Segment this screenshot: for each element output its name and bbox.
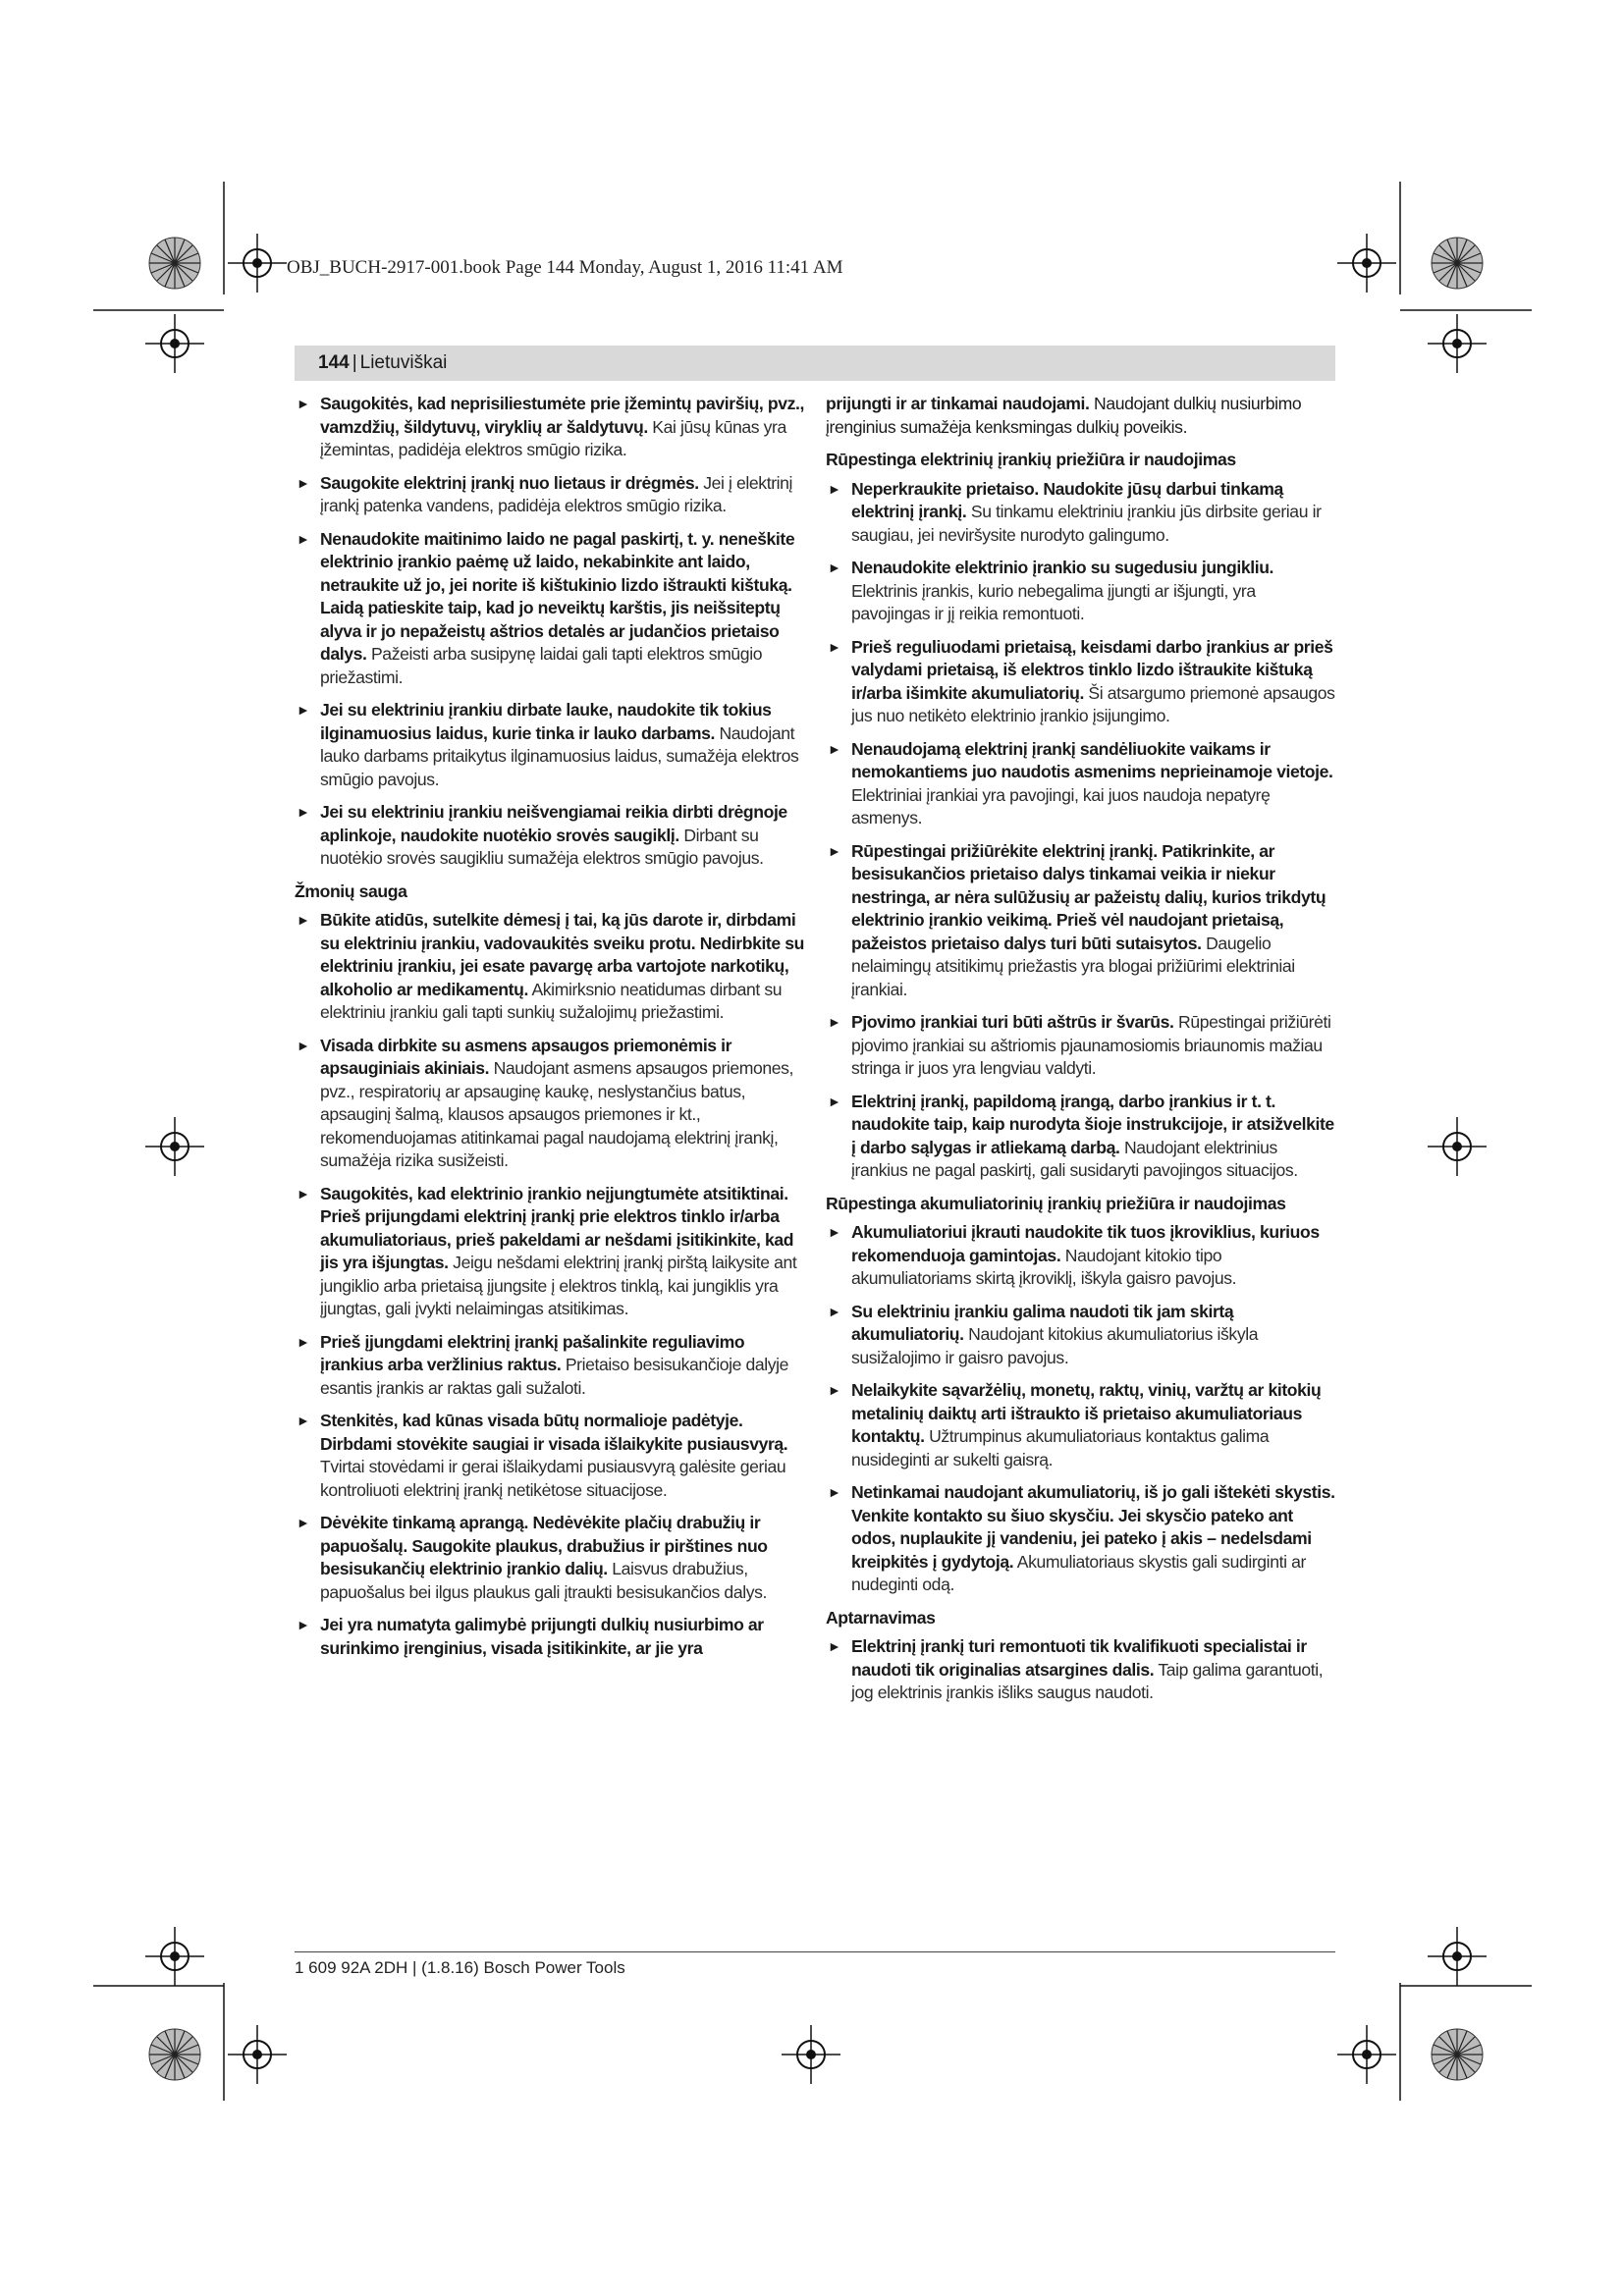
registration-mark [145, 1117, 204, 1176]
list-item: ► Nelaikykite sąvaržėlių, monetų, raktų, vinių, varžtų ar kitokių metalinių daiktų arti ištraukto iš prietaiso akumuliatoriaus kontaktų. Užtrumpinus akumuliatoriaus kontaktus galima nusideginti ar sukelti gaisrą. [828, 1380, 1322, 1469]
bullet-arrow-icon: ► [828, 740, 841, 757]
bullet-arrow-icon: ► [828, 1484, 841, 1500]
footer-rule [295, 1951, 1335, 1952]
page-number: 144 [318, 352, 350, 373]
color-bar-starburst [149, 238, 200, 289]
list-item: ► Jei su elektriniu įrankiu neišvengiamai reikia dirbti drėgnoje aplinkoje, naudokite nuotėkio srovės saugiklį. Dirbant su nuotėkio srovės saugikliu sumažėja elektros smūgio pavojus. [297, 802, 787, 868]
bullet-arrow-icon: ► [828, 1638, 841, 1654]
bullet-arrow-icon: ► [828, 1224, 841, 1240]
registration-mark [1428, 1117, 1487, 1176]
bullet-arrow-icon: ► [297, 396, 310, 411]
bullet-arrow-icon: ► [828, 1303, 841, 1319]
bullet-arrow-icon: ► [828, 480, 841, 497]
language-label: Lietuviškai [359, 352, 448, 373]
bullet-arrow-icon: ► [297, 474, 310, 491]
bullet-arrow-icon: ► [297, 1515, 310, 1530]
bullet-arrow-icon: ► [297, 1617, 310, 1632]
list-item: ► Saugokitės, kad elektrinio įrankio neįjungtumėte atsitiktinai. Prieš prijungdami elektrinį įrankį prie elektros tinklo ir/arba akumuliatoriaus, prieš pakeldami ar nešdami įsitikinkite, kad jis yra išjungtas. Jeigu nešdami elektrinį įrankį pirštą laikysite ant jungiklio arba prietaisą įjungsite į elektros tinklą, kai jungiklis yra įjungtas, gali įvykti nelaimingas atsitikimas. [297, 1183, 797, 1318]
registration-mark [782, 2025, 840, 2084]
list-item: ► Pjovimo įrankiai turi būti aštrūs ir švarūs. Rūpestingai prižiūrėti pjovimo įrankiai su aštriomis pjaunamosiomis briaunomis mažiau stringa ir juos yra lengviau valdyti. [828, 1012, 1331, 1078]
bullet-arrow-icon: ► [297, 530, 310, 547]
bullet-arrow-icon: ► [297, 1185, 310, 1201]
bullet-arrow-icon: ► [828, 560, 841, 575]
list-item: ► Su elektriniu įrankiu galima naudoti tik jam skirtą akumuliatorių. Naudojant kitokius akumuliatorius iškyla susižalojimo ir gaisro pavojus. [828, 1301, 1259, 1367]
section-title-service: Aptarnavimas [826, 1607, 936, 1628]
list-item: ► Jei su elektriniu įrankiu dirbate lauke, naudokite tik tokius ilginamuosius laidus, kurie tinka ir lauko darbams. Naudojant lauko darbams pritaikytus ilginamuosius laidus, sumažėja elektros smūgio pavojus. [297, 700, 799, 789]
right-column [826, 393, 1335, 1715]
registration-mark [1428, 1927, 1487, 1986]
section-title-people-safety: Žmonių sauga [295, 881, 407, 901]
left-column [295, 393, 805, 1670]
color-bar-starburst [1432, 2029, 1483, 2080]
section-title-battery-care: Rūpestinga akumuliatorinių įrankių priežiūra ir naudojimas [826, 1193, 1286, 1213]
file-header: OBJ_BUCH-2917-001.book Page 144 Monday, August 1, 2016 11:41 AM [287, 257, 843, 278]
bullet-arrow-icon: ► [297, 1333, 310, 1350]
separator: | [352, 352, 357, 373]
bullet-arrow-icon: ► [297, 702, 310, 718]
list-item: ► Netinkamai naudojant akumuliatorių, iš jo gali ištekėti skystis. Venkite kontakto su šiuo skysčiu. Jei skysčio pateko ant odos, nuplaukite jį vandeniu, jei pateko į akis – nedelsdami kreipkitės į gydytoją. Akumuliatoriaus skystis gali sudirginti ar nudeginti odą. [828, 1482, 1335, 1594]
list-item: ► Visada dirbkite su asmens apsaugos priemonėmis ir apsauginiais akiniais. Naudojant asmens apsaugos priemones, pvz., respiratorių ar apsauginę kaukę, neslystančius batus, apsauginį šalmą, klausos apsaugos priemones ir kt., rekomenduojamas atitinkamai pagal naudojamą elektrinį įrankį, sumažėja rizika susižeisti. [297, 1035, 794, 1170]
list-item: ► Prieš įjungdami elektrinį įrankį pašalinkite reguliavimo įrankius arba veržlinius raktus. Prietaiso besisukančioje dalyje esantis įrankis ar raktas gali sužaloti. [297, 1331, 789, 1398]
registration-mark [145, 1927, 204, 1986]
bullet-arrow-icon: ► [828, 1382, 841, 1398]
bullet-arrow-icon: ► [297, 912, 310, 928]
list-item: ► Akumuliatoriui įkrauti naudokite tik tuos įkroviklius, kuriuos rekomenduoja gamintojas. Naudojant kitokio tipo akumuliatoriams skirtą įkroviklį, iškyla gaisro pavojus. [828, 1222, 1320, 1288]
bullet-arrow-icon: ► [828, 842, 841, 859]
bullet-arrow-icon: ► [828, 1093, 841, 1109]
color-bar-starburst [1432, 238, 1483, 289]
list-item: ► Elektrinį įrankį, papildomą įrangą, darbo įrankius ir t. t. naudokite taip, kaip nurodyta šioje instrukcijoje, ir atsižvelkite į darbo sąlygas ir atliekamą darbą. Naudojant elektrinius įrankius ne pagal paskirtį, gali susidaryti pavojingos situacijos. [828, 1091, 1334, 1180]
registration-mark [1337, 2025, 1396, 2084]
list-item: ► Prieš reguliuodami prietaisą, keisdami darbo įrankius ar prieš valydami prietaisą, iš elektros tinklo lizdo ištraukite kištuką ir/arba išimkite akumuliatorių. Ši atsargumo priemonė apsaugos jus nuo netikėto elektrinio įrankio įsijungimo. [828, 636, 1335, 725]
list-item: ► Nenaudojamą elektrinį įrankį sandėliuokite vaikams ir nemokantiems juo naudotis asmenims neprieinamoje vietoje. Elektriniai įrankiai yra pavojingi, kai juos naudoja nepatyrę asmenys. [828, 738, 1333, 828]
list-item: ► Būkite atidūs, sutelkite dėmesį į tai, ką jūs darote ir, dirbdami su elektriniu įrankiu, vadovaukitės sveiku protu. Nedirbkite su elektriniu įrankiu, jei esate pavargę arba vartojote narkotikų, alkoholio ar medikamentų. Akimirksnio neatidumas dirbant su elektriniu įrankiu gali tapti sunkių sužalojimų priežastimi. [297, 910, 804, 1022]
registration-mark [1337, 234, 1396, 293]
registration-mark [1428, 314, 1487, 373]
list-item: ► Elektrinį įrankį turi remontuoti tik kvalifikuoti specialistai ir naudoti tik originalias atsargines dalis. Taip galima garantuoti, jog elektrinis įrankis išliks saugus naudoti. [828, 1636, 1324, 1702]
list-item: ► Saugokite elektrinį įrankį nuo lietaus ir drėgmės. Jei į elektrinį įrankį patenka vandens, padidėja elektros smūgio rizika. [297, 472, 793, 515]
list-item: ► Nenaudokite maitinimo laido ne pagal paskirtį, t. y. neneškite elektrinio įrankio paėmę už laido, nekabinkite ant laido, netraukite už jo, jei norite iš kištukinio lizdo ištraukti kištuką. Laidą patieskite taip, kad jo neveiktų karštis, jis neišsiteptų alyva ir jo nepažeistų aštrios detalės ar judančios prietaiso dalys. Pažeisti arba susipynę laidai gali tapti elektros smūgio priežastimi. [297, 528, 795, 687]
bullet-arrow-icon: ► [297, 1413, 310, 1428]
bullet-arrow-icon: ► [297, 1037, 310, 1053]
registration-mark [145, 314, 204, 373]
list-item: ► Rūpestingai prižiūrėkite elektrinį įrankį. Patikrinkite, ar besisukančios prietaiso dalys tinkamai veikia ir niekur nestringa, ar nėra sulūžusių ar pažeistų dalių, kurios trikdytų elektrinio įrankio veikimą. Prieš vėl naudojant prietaisą, pažeistos prietaiso dalys turi būti sutaisytos. Daugelio nelaimingų atsitikimų priežastis yra blogai prižiūrimi elektriniai įrankiai. [828, 840, 1326, 999]
list-item: ► Dėvėkite tinkamą aprangą. Nedėvėkite plačių drabužių ir papuošalų. Saugokite plaukus, drabužius ir pirštines nuo besisukančių elektrinio įrankio dalių. Laisvus drabužius, papuošalus bei ilgus plaukus gali įtraukti besisukančios dalys. [297, 1513, 768, 1602]
bullet-arrow-icon: ► [297, 804, 310, 820]
continued-paragraph: prijungti ir ar tinkamai naudojami. Naudojant dulkių nusiurbimo įrenginius sumažėja kenksmingas dulkių poveikis. [826, 394, 1302, 437]
list-item: ► Nenaudokite elektrinio įrankio su sugedusiu jungikliu. Elektrinis įrankis, kurio nebegalima įjungti ar išjungti, yra pavojingas ir jį reikia remontuoti. [828, 558, 1274, 623]
list-item: ► Jei yra numatyta galimybė prijungti dulkių nusiurbimo ar surinkimo įrenginius, visada įsitikinkite, ar jie yra [297, 1615, 764, 1658]
running-head [295, 346, 1335, 381]
bullet-arrow-icon: ► [828, 638, 841, 655]
registration-mark [228, 234, 287, 293]
list-item: ► Stenkitės, kad kūnas visada būtų normalioje padėtyje. Dirbdami stovėkite saugiai ir visada išlaikykite pusiausvyrą. Tvirtai stovėdami ir gerai išlaikydami pusiausvyrą galėsite geriau kontroliuoti elektrinį įrankį netikėtose situacijose. [297, 1411, 788, 1500]
bullet-arrow-icon: ► [828, 1014, 841, 1030]
list-item: ► Neperkraukite prietaiso. Naudokite jūsų darbui tinkamą elektrinį įrankį. Su tinkamu elektriniu įrankiu jūs dirbsite geriau ir saugiau, jei neviršysite nurodyto galingumo. [828, 478, 1322, 545]
registration-mark [228, 2025, 287, 2084]
color-bar-starburst [149, 2029, 200, 2080]
section-title-tool-care: Rūpestinga elektrinių įrankių priežiūra ir naudojimas [826, 450, 1236, 469]
list-item: ► Saugokitės, kad neprisiliestumėte prie įžemintų paviršių, pvz., vamzdžių, šildytuvų, viryklių ar šaldytuvų. Kai jūsų kūnas yra įžemintas, padidėja elektros smūgio rizika. [297, 394, 804, 459]
footer-text: 1 609 92A 2DH | (1.8.16) Bosch Power Tools [295, 1958, 625, 1977]
